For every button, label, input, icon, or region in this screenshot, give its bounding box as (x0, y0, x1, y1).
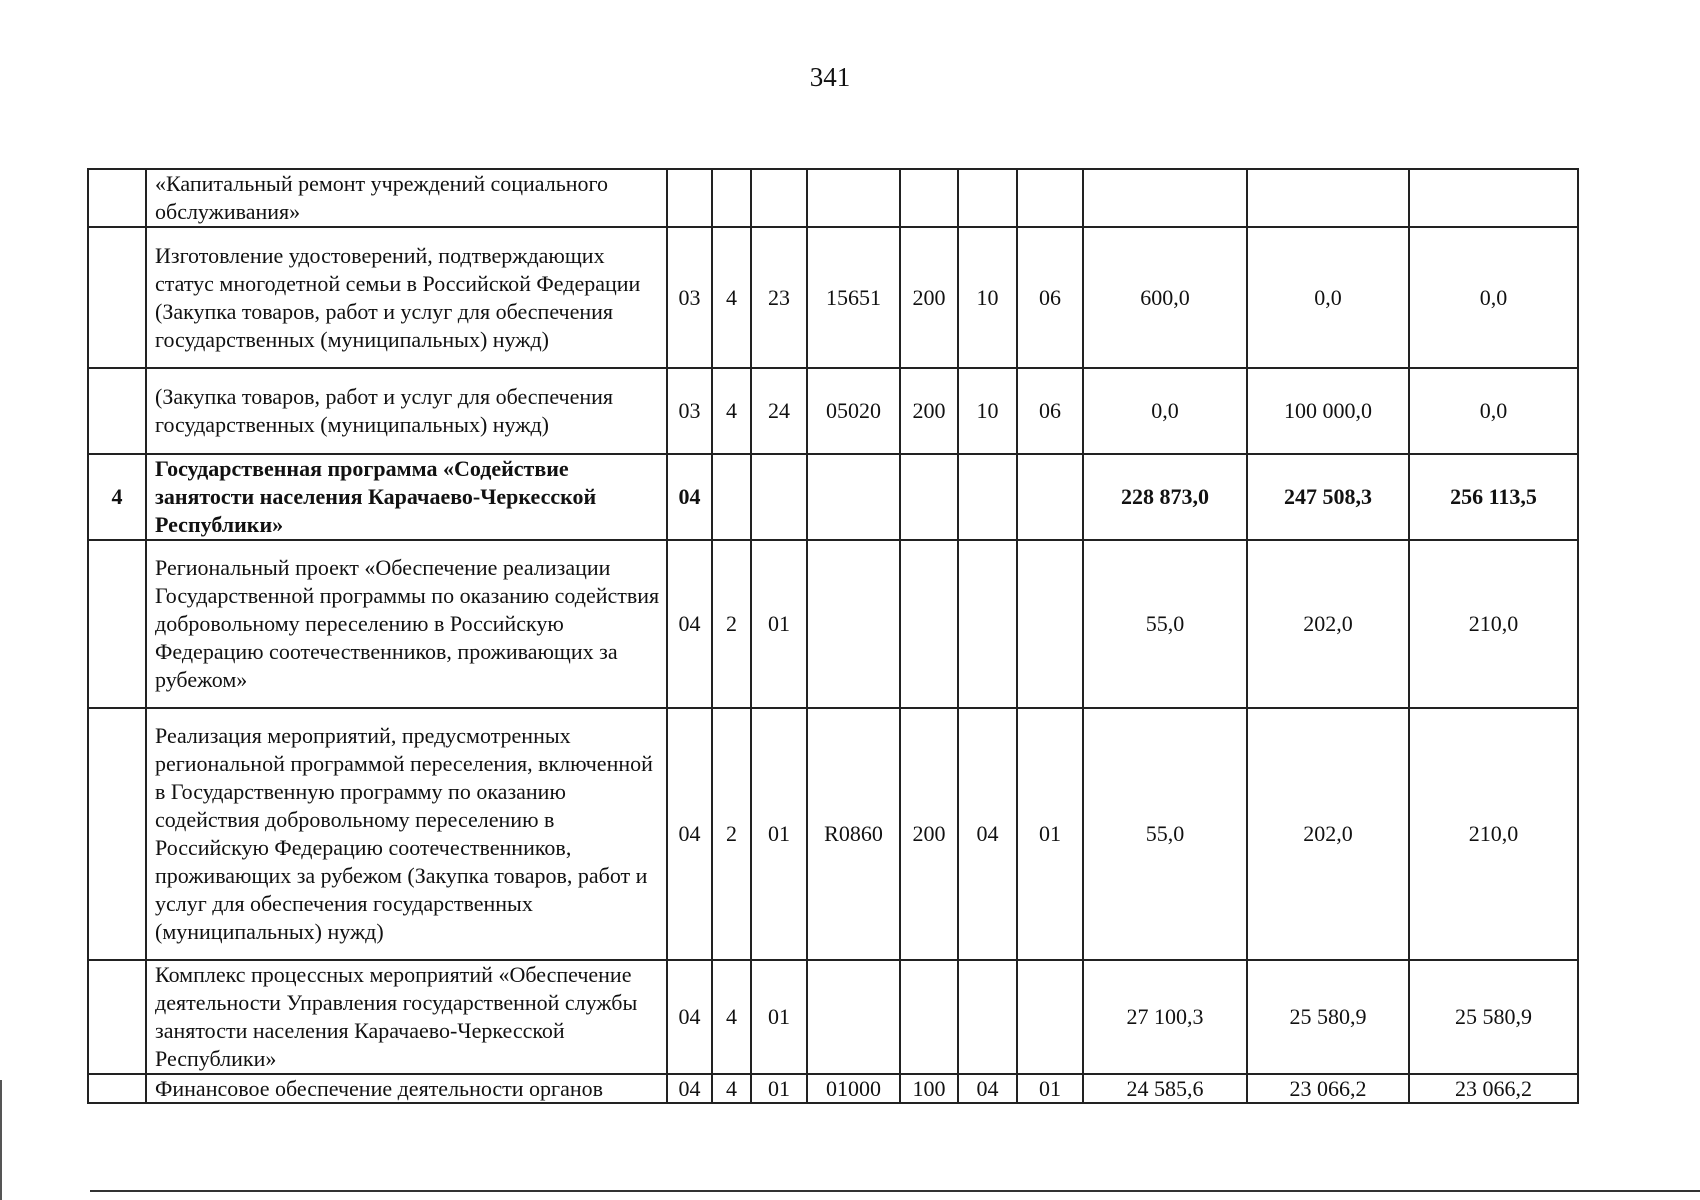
code-cell (667, 169, 712, 227)
amount-cell: 210,0 (1409, 540, 1578, 708)
amount-cell: 0,0 (1409, 227, 1578, 368)
code-cell: 01 (751, 1074, 807, 1103)
table-row-program (88, 454, 1578, 540)
code-cell: 01 (1017, 1074, 1083, 1103)
table-row (88, 708, 1578, 960)
amount-cell: 0,0 (1083, 368, 1247, 454)
code-cell: 06 (1017, 368, 1083, 454)
code-cell: 4 (712, 960, 751, 1074)
code-cell: 04 (667, 540, 712, 708)
code-cell (807, 960, 900, 1074)
amount-cell: 55,0 (1083, 708, 1247, 960)
table-row (88, 169, 1578, 227)
amount-cell: 24 585,6 (1083, 1074, 1247, 1103)
row-name-cell: «Капитальный ремонт учреждений социального обслуживания» (146, 169, 667, 227)
code-cell: 04 (667, 960, 712, 1074)
code-cell: 06 (1017, 227, 1083, 368)
amount-cell: 55,0 (1083, 540, 1247, 708)
code-cell: 04 (667, 1074, 712, 1103)
code-cell (807, 169, 900, 227)
table-row (88, 227, 1578, 368)
code-cell: 4 (712, 1074, 751, 1103)
row-number-cell (88, 708, 146, 960)
row-name-cell: Финансовое обеспечение деятельности органов (146, 1074, 667, 1103)
row-name-cell: (Закупка товаров, работ и услуг для обеспечения государственных (муниципальных) нужд) (146, 368, 667, 454)
row-name-cell: Региональный проект «Обеспечение реализации Государственной программы по оказанию содействия добровольному переселению в Российскую Федерацию соотечественников, проживающих за рубежом» (146, 540, 667, 708)
amount-cell: 23 066,2 (1409, 1074, 1578, 1103)
row-number-cell (88, 540, 146, 708)
row-number-cell (88, 227, 146, 368)
code-cell (900, 960, 958, 1074)
code-cell: 200 (900, 708, 958, 960)
code-cell (1017, 960, 1083, 1074)
row-number-cell (88, 960, 146, 1074)
code-cell: 04 (958, 1074, 1017, 1103)
row-number-cell: 4 (88, 454, 146, 540)
code-cell: 01 (751, 960, 807, 1074)
code-cell (1017, 169, 1083, 227)
code-cell (900, 454, 958, 540)
table-row (88, 1074, 1578, 1103)
code-cell (712, 454, 751, 540)
code-cell: 03 (667, 227, 712, 368)
code-cell: 2 (712, 708, 751, 960)
code-cell: 200 (900, 368, 958, 454)
code-cell: 04 (667, 708, 712, 960)
amount-cell: 600,0 (1083, 227, 1247, 368)
budget-table (87, 168, 1579, 1104)
scan-edge-mark (0, 1080, 2, 1200)
row-name-cell: Государственная программа «Содействие занятости населения Карачаево-Черкесской Республики» (146, 454, 667, 540)
table-row (88, 368, 1578, 454)
code-cell (900, 169, 958, 227)
code-cell (958, 540, 1017, 708)
amount-cell: 23 066,2 (1247, 1074, 1409, 1103)
code-cell: 4 (712, 368, 751, 454)
amount-cell: 202,0 (1247, 540, 1409, 708)
code-cell: 04 (667, 454, 712, 540)
code-cell (751, 169, 807, 227)
code-cell: 2 (712, 540, 751, 708)
amount-cell: 0,0 (1247, 227, 1409, 368)
code-cell (712, 169, 751, 227)
amount-cell: 210,0 (1409, 708, 1578, 960)
amount-cell: 202,0 (1247, 708, 1409, 960)
code-cell: 04 (958, 708, 1017, 960)
code-cell: 05020 (807, 368, 900, 454)
row-number-cell (88, 169, 146, 227)
code-cell (751, 454, 807, 540)
code-cell (958, 454, 1017, 540)
code-cell: 01 (751, 540, 807, 708)
code-cell: 10 (958, 227, 1017, 368)
amount-cell: 228 873,0 (1083, 454, 1247, 540)
amount-cell: 247 508,3 (1247, 454, 1409, 540)
page-bottom-rule (90, 1190, 1700, 1192)
table-row (88, 540, 1578, 708)
code-cell (1017, 454, 1083, 540)
code-cell: 23 (751, 227, 807, 368)
row-number-cell (88, 368, 146, 454)
amount-cell: 0,0 (1409, 368, 1578, 454)
code-cell: 24 (751, 368, 807, 454)
code-cell (958, 960, 1017, 1074)
code-cell: 01 (1017, 708, 1083, 960)
code-cell: 4 (712, 227, 751, 368)
table-row (88, 960, 1578, 1074)
code-cell (807, 454, 900, 540)
row-name-cell: Комплекс процессных мероприятий «Обеспечение деятельности Управления государственной службы занятости населения Карачаево-Черкесской Республики» (146, 960, 667, 1074)
amount-cell (1083, 169, 1247, 227)
amount-cell (1247, 169, 1409, 227)
code-cell: 200 (900, 227, 958, 368)
code-cell: 03 (667, 368, 712, 454)
amount-cell: 256 113,5 (1409, 454, 1578, 540)
amount-cell: 25 580,9 (1409, 960, 1578, 1074)
code-cell (900, 540, 958, 708)
row-number-cell (88, 1074, 146, 1103)
row-name-cell: Изготовление удостоверений, подтверждающих статус многодетной семьи в Российской Федерации (Закупка товаров, работ и услуг для обеспечения государственных (муниципальных) нужд) (146, 227, 667, 368)
code-cell (807, 540, 900, 708)
amount-cell: 25 580,9 (1247, 960, 1409, 1074)
code-cell: 01000 (807, 1074, 900, 1103)
table-body (88, 169, 1578, 1103)
code-cell (1017, 540, 1083, 708)
amount-cell (1409, 169, 1578, 227)
amount-cell: 100 000,0 (1247, 368, 1409, 454)
code-cell: 15651 (807, 227, 900, 368)
code-cell: 01 (751, 708, 807, 960)
code-cell: R0860 (807, 708, 900, 960)
page-number: 341 (809, 62, 851, 92)
code-cell (958, 169, 1017, 227)
row-name-cell: Реализация мероприятий, предусмотренных региональной программой переселения, включенной в Государственную программу по оказанию содействия добровольному переселению в Российскую Федерацию соотечественников, проживающих за рубежом (Закупка товаров, работ и услуг для обеспечения государственных (муниципальных) нужд) (146, 708, 667, 960)
amount-cell: 27 100,3 (1083, 960, 1247, 1074)
code-cell: 10 (958, 368, 1017, 454)
code-cell: 100 (900, 1074, 958, 1103)
